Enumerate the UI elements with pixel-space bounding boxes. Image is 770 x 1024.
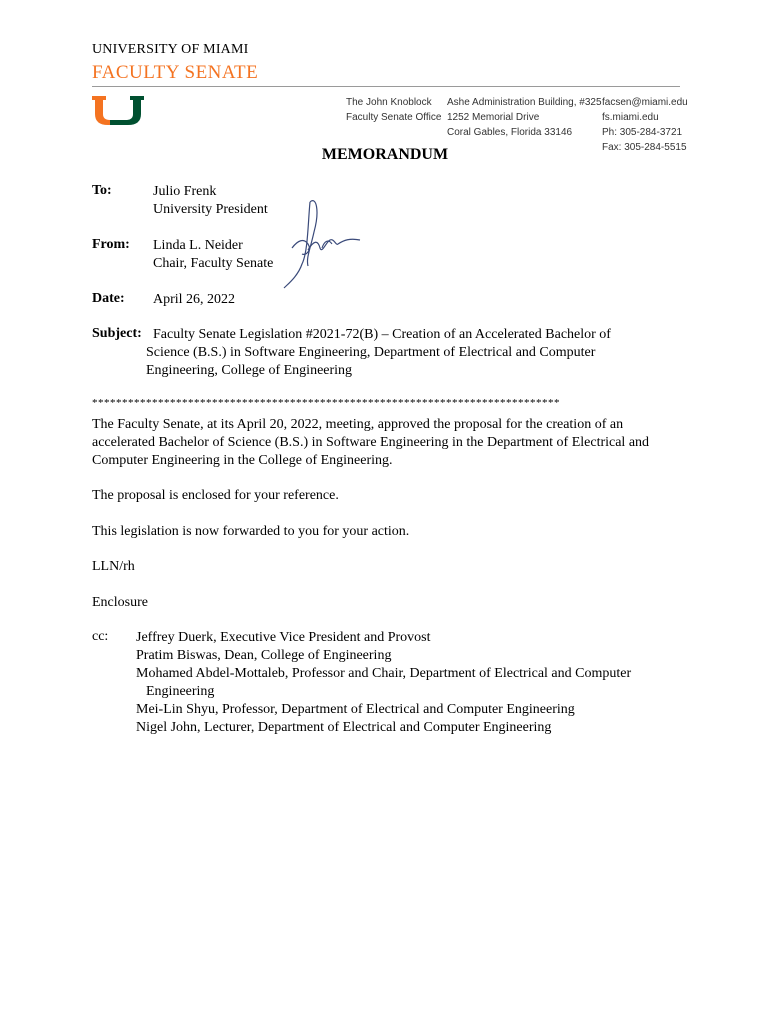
from-title: Chair, Faculty Senate (153, 256, 274, 271)
address-col-2 (447, 95, 602, 140)
cc-item: Mohamed Abdel-Mottaleb, Professor and Chair, Department of Electrical and Computer (136, 666, 632, 681)
address-line: 1252 Memorial Drive (447, 112, 540, 123)
date-label: Date: (92, 291, 125, 306)
separator-stars: ****************************************************************************** (92, 397, 560, 409)
faculty-senate-title: FACULTY SENATE (92, 62, 259, 83)
from-label: From: (92, 237, 130, 252)
contact-website: fs.miami.edu (602, 112, 659, 123)
address-line: Faculty Senate Office (346, 112, 442, 123)
letterhead-rule (92, 86, 680, 87)
enclosure-note: Enclosure (92, 595, 148, 610)
subject-line: Faculty Senate Legislation #2021-72(B) – Creation of an Accelerated Bachelor of (153, 327, 611, 342)
contact-phone: Ph: 305-284-3721 (602, 127, 683, 138)
body-paragraph: This legislation is now forwarded to you for your action. (92, 524, 410, 539)
u-logo (92, 96, 144, 126)
subject-text (146, 326, 683, 380)
subject-line: Science (B.S.) in Software Engineering, Department of Electrical and Computer (146, 345, 596, 360)
cc-item-continuation: Engineering (146, 684, 215, 699)
handwritten-signature (278, 192, 368, 292)
cc-item: Jeffrey Duerk, Executive Vice President and Provost (136, 630, 431, 645)
address-line: The John Knoblock (346, 97, 432, 108)
memo-title: MEMORANDUM (321, 146, 449, 163)
cc-item: Pratim Biswas, Dean, College of Engineering (136, 648, 392, 663)
from-sender (153, 237, 273, 273)
contact-fax: Fax: 305-284-5515 (602, 142, 687, 153)
contact-email: facsen@miami.edu (602, 97, 688, 108)
subject-line: Engineering, College of Engineering (146, 363, 353, 378)
from-name: Linda L. Neider (153, 238, 243, 253)
subject-label: Subject: (92, 326, 142, 341)
body-paragraph: The Faculty Senate, at its April 20, 2022, meeting, approved the proposal for the creation of an accelerated Bachelor of Science (B.S.) in Software Engineering in the Department of Electrical and Computer Engineering in the College of Engineering. (92, 417, 650, 468)
memo-date: April 26, 2022 (153, 292, 236, 307)
address-line: Coral Gables, Florida 33146 (447, 127, 573, 138)
to-name: Julio Frenk (153, 184, 217, 199)
cc-label: cc: (92, 629, 109, 644)
address-line: Ashe Administration Building, #325 (447, 97, 602, 108)
cc-item: Mei-Lin Shyu, Professor, Department of Electrical and Computer Engineering (136, 702, 575, 717)
to-label: To: (92, 183, 112, 198)
university-name: UNIVERSITY OF MIAMI (92, 42, 249, 57)
body-paragraph: The proposal is enclosed for your reference. (92, 488, 339, 503)
to-recipient (153, 183, 268, 219)
to-title: University President (153, 202, 268, 217)
cc-item: Nigel John, Lecturer, Department of Electrical and Computer Engineering (136, 720, 552, 735)
initials: LLN/rh (92, 559, 135, 574)
cc-list (136, 629, 676, 737)
address-col-1 (346, 95, 441, 125)
